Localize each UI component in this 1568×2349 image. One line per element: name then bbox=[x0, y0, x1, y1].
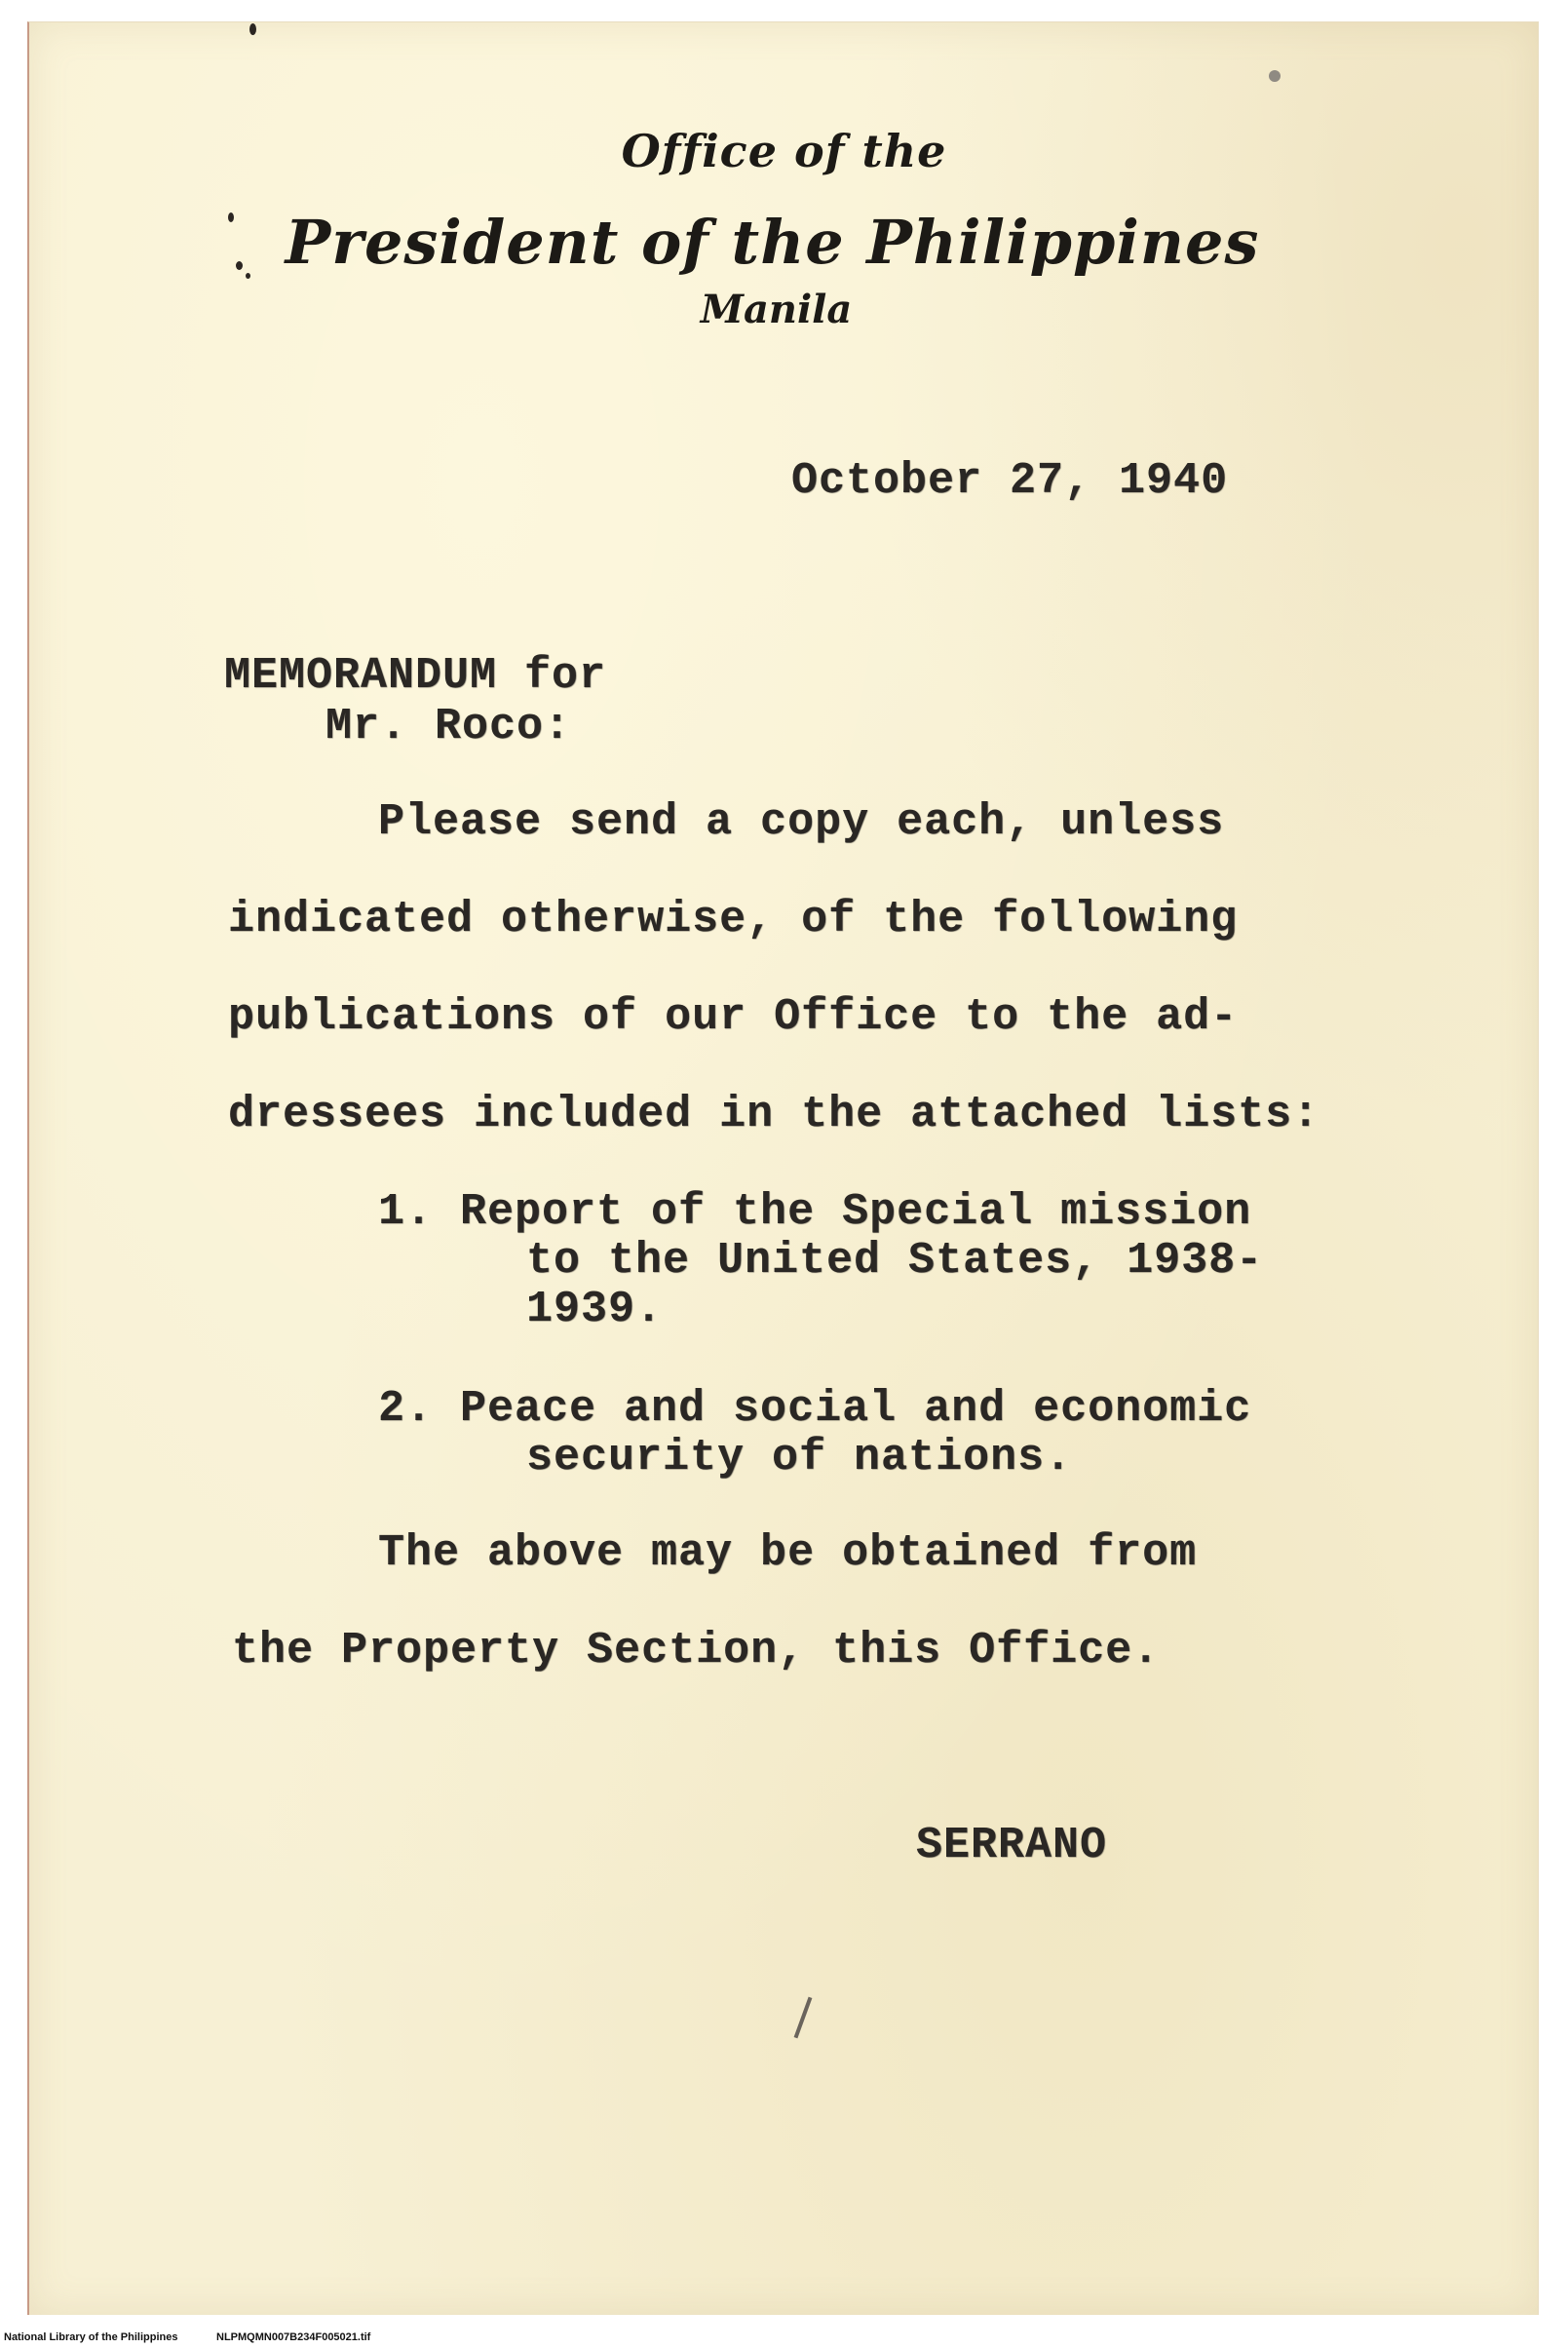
letterhead-president: President of the Philippines bbox=[285, 207, 1260, 278]
body-line: The above may be obtained from bbox=[378, 1528, 1198, 1578]
body-line: Please send a copy each, unless bbox=[378, 797, 1225, 847]
letterhead-office: Office of the bbox=[621, 125, 947, 177]
signature: SERRANO bbox=[916, 1821, 1108, 1870]
paper-mark bbox=[1269, 70, 1281, 82]
memo-paper bbox=[27, 21, 1539, 2315]
list-item-line: security of nations. bbox=[526, 1433, 1073, 1483]
list-item-line: to the United States, 1938- bbox=[526, 1236, 1264, 1286]
memo-heading: MEMORANDUM for bbox=[224, 651, 607, 701]
body-line: publications of our Office to the ad- bbox=[228, 992, 1239, 1042]
memo-addressee: Mr. Roco: bbox=[325, 702, 572, 751]
paper-mark bbox=[249, 23, 256, 35]
letterhead-city: Manila bbox=[700, 287, 853, 332]
body-line: dressees included in the attached lists: bbox=[228, 1090, 1320, 1139]
memo-date: October 27, 1940 bbox=[791, 456, 1229, 506]
footer-library: National Library of the Philippines bbox=[4, 2331, 178, 2343]
body-line: indicated otherwise, of the following bbox=[228, 895, 1239, 944]
list-item-line: 1. Report of the Special mission bbox=[378, 1187, 1252, 1237]
footer-filename: NLPMQMN007B234F005021.tif bbox=[216, 2331, 371, 2343]
list-item-line: 1939. bbox=[526, 1285, 664, 1334]
list-item-line: 2. Peace and social and economic bbox=[378, 1384, 1252, 1434]
body-line: the Property Section, this Office. bbox=[232, 1626, 1161, 1675]
